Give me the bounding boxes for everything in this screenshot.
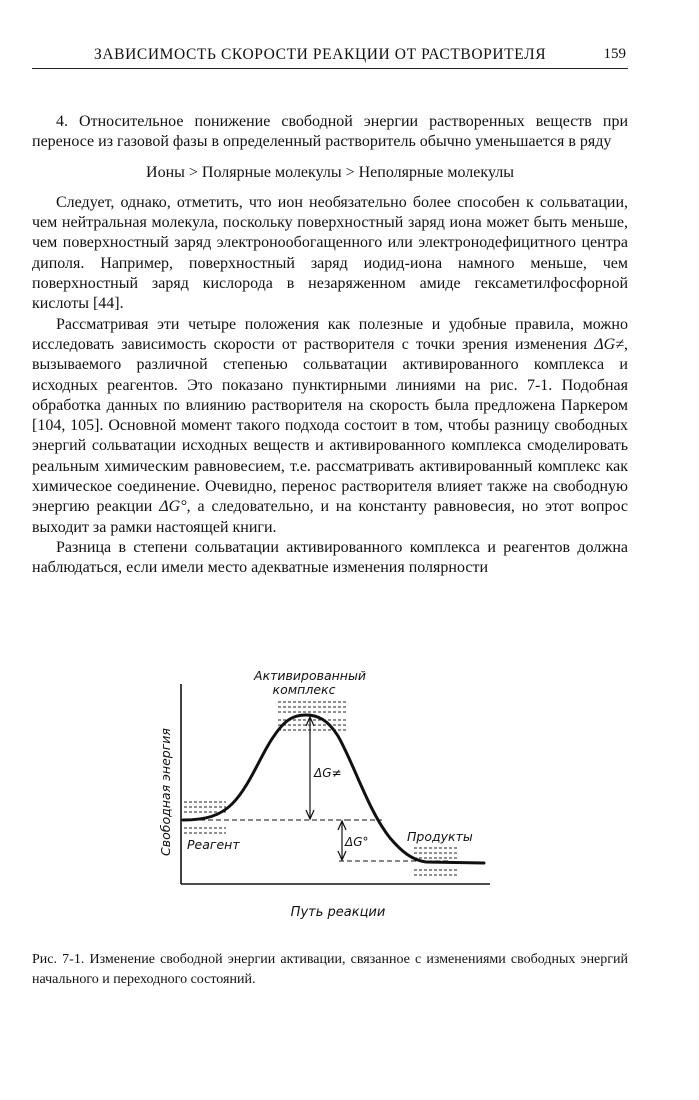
activated-complex-label-line2: комплекс xyxy=(272,682,336,697)
page-number: 159 xyxy=(603,46,626,62)
x-axis-label: Путь реакции xyxy=(290,905,386,920)
products-label: Продукты xyxy=(407,829,473,844)
energy-diagram xyxy=(150,660,510,930)
running-title: ЗАВИСИМОСТЬ СКОРОСТИ РЕАКЦИИ ОТ РАСТВОРИТЕЛЯ xyxy=(94,46,547,63)
running-head xyxy=(32,46,628,69)
figure-caption: Рис. 7-1. Изменение свободной энергии активации, связанное с изменениями свободных энергий начального и переходного состояний. xyxy=(32,952,628,987)
paragraph-solvation-difference: Разница в степени сольватации активированного комплекса и реагентов должна наблюдаться, если имели место адекватные изменения полярности xyxy=(32,538,628,577)
delta-g-activation-inline: ΔG≠ xyxy=(594,335,624,353)
y-axis-label: Свободная энергия xyxy=(158,728,173,856)
item-4-paragraph: 4. Относительное понижение свободной энергии растворенных веществ при переносе из газовой фазы в определенный растворитель обычно уменьшается в ряду xyxy=(32,113,628,151)
delta-g-zero-label: ΔG° xyxy=(345,835,369,849)
figure-7-1 xyxy=(150,660,510,930)
delta-g-zero-inline: ΔG° xyxy=(159,498,187,516)
para2-part-c: , а следовательно, и на константу равновесия, но этот вопрос выходит за рамки настоящей книги. xyxy=(32,498,629,536)
paragraph-parker-treatment xyxy=(32,315,628,538)
delta-g-activation-label: ΔG≠ xyxy=(314,766,342,780)
body-text xyxy=(32,112,628,579)
paragraph-ion-solvation: Следует, однако, отметить, что ион необязательно более способен к сольватации, чем нейтральная молекула, поскольку поверхностный заряд иона может быть меньше, чем поверхностный заряд электронообогащенного или электронодефицитного центра диполя. Например, поверхностный заряд иодид-иона намного меньше, чем поверхностный заряд кислорода в незаряженном амиде гексаметилфосфорной кислоты [44]. xyxy=(32,193,628,313)
delta-g-activation-arrow xyxy=(306,717,314,819)
activated-complex-label-line1: Активированный xyxy=(254,668,366,683)
solvation-series: Ионы > Полярные молекулы > Неполярные молекулы xyxy=(146,163,514,181)
reagent-label: Реагент xyxy=(187,837,240,852)
para2-part-b: , вызываемого различной степенью сольватации активированного комплекса и исходных реагентов. Это показано пунктирными линиями на рис. 7-1. Подобная обработка данных по влиянию растворителя на скорость была предложена Паркером [104, 105]. Основной момент такого подхода состоит в том, чтобы разницу свободных энергий сольватации исходных веществ и активированного комплекса смоделировать реальным химическим равновесием, т.е. рассматривать активированный комплекс как химическое соединение. Очевидно, перенос растворителя влияет также на свободную энергию реакции xyxy=(32,335,628,516)
para2-part-a: Рассматривая эти четыре положения как полезные и удобные правила, можно исследовать зависимость скорости от растворителя с точки зрения изменения xyxy=(32,315,628,353)
